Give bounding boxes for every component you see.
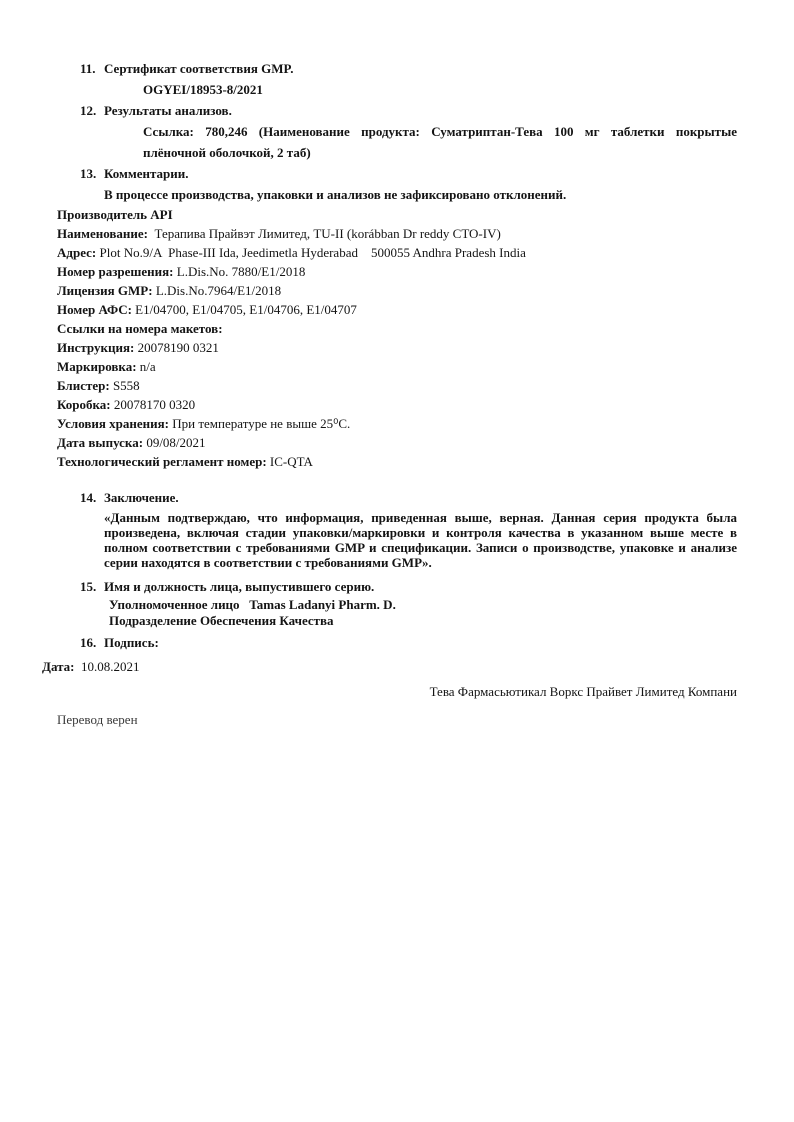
field-label: Наименование: [57,226,148,241]
manufacturer-name-row [57,224,737,243]
authorized-person-line: Уполномоченное лицо Tamas Ladanyi Pharm. D. [109,597,396,612]
analysis-reference: Ссылка: 780,246 (Наименование продукта: Суматриптан-Тева 100 мг таблетки покрытые плёночной оболочкой, 2 таб) [143,124,737,160]
gmp-license-row [57,281,737,300]
conclusion-statement: «Данным подтверждаю, что информация, приведенная выше, верная. Данная серия продукта была произведена, включая стадии упаковки/маркировки и контроля качества в указанном выше месте в полном соответствии с требованиями GMP и спецификации. Записи о производстве, упаковке и анализе серии находятся в соответствии с требованиями GMP». [104,510,737,570]
artwork-references-heading: Ссылки на номера макетов: [57,321,223,336]
item-title: Заключение. [104,490,179,505]
field-value: L.Dis.No. 7880/E1/2018 [173,264,306,279]
carton-row [57,395,737,414]
field-value: Plot No.9/A Phase-III Ida, Jeedimetla Hyderabad 500055 Andhra Pradesh India [96,245,526,260]
tech-regulation-row [57,452,737,471]
item-number: 15. [80,579,97,594]
item-number: 16. [80,635,97,650]
field-label: Коробка: [57,397,111,412]
field-value: Терапива Прайвэт Лимитед, TU-II (korábban Dr reddy CTO-IV) [148,226,501,241]
item-title: Подпись: [104,635,159,650]
company-signature: Тева Фармасьютикал Воркс Прайвет Лимитед Компани [429,684,737,699]
field-value: S558 [109,378,140,393]
section-14-conclusion [80,487,737,508]
permit-number-row [57,262,737,281]
comment-text: В процессе производства, упаковки и анализов не зафиксировано отклонений. [104,187,567,202]
item-number: 11. [80,61,96,76]
qa-department-line: Подразделение Обеспечения Качества [109,612,334,628]
section-12-analysis-results [80,100,737,121]
field-value: 20078190 0321 [134,340,219,355]
field-label: Технологический регламент номер: [57,454,267,469]
field-value: 20078170 0320 [110,397,196,412]
api-manufacturer-heading: Производитель API [57,207,173,222]
date-value: 10.08.2021 [74,659,140,674]
date-label: Дата: [42,659,75,674]
item-title: Сертификат соответствия GMP. [104,61,294,76]
item-number: 12. [80,103,97,118]
item-number: 13. [80,166,97,181]
date-row [42,656,737,677]
field-label: Инструкция: [57,340,135,355]
item-title: Имя и должность лица, выпустившего серию. [104,579,375,594]
field-value: IC-QTA [266,454,313,469]
section-13-comments [80,163,737,184]
field-value: 09/08/2021 [143,435,206,450]
field-value: При температуре не выше 25⁰С. [169,416,351,431]
translation-note: Перевод верен [57,712,138,727]
field-label: Маркировка: [57,359,137,374]
field-value: L.Dis.No.7964/E1/2018 [152,283,282,298]
gmp-certificate-number: OGYEI/18953-8/2021 [143,82,263,97]
field-label: Условия хранения: [57,416,170,431]
item-title: Комментарии. [104,166,189,181]
item-number: 14. [80,490,97,505]
blister-row [57,376,737,395]
marking-row [57,357,737,376]
field-label: Номер АФС: [57,302,132,317]
field-label: Дата выпуска: [57,435,144,450]
item-title: Результаты анализов. [104,103,232,118]
section-11-certificate [80,58,737,79]
api-number-row [57,300,737,319]
storage-conditions-row [57,414,737,433]
release-date-row [57,433,737,452]
field-label: Блистер: [57,378,110,393]
field-label: Лицензия GMP: [57,283,153,298]
leaflet-row [57,338,737,357]
field-label: Номер разрешения: [57,264,174,279]
section-15-releasing-person [80,576,737,597]
section-16-signature [80,632,737,653]
manufacturer-address-row [57,243,737,262]
field-value: E1/04700, E1/04705, E1/04706, E1/04707 [131,302,357,317]
field-label: Адрес: [57,245,97,260]
field-value: n/a [136,359,156,374]
